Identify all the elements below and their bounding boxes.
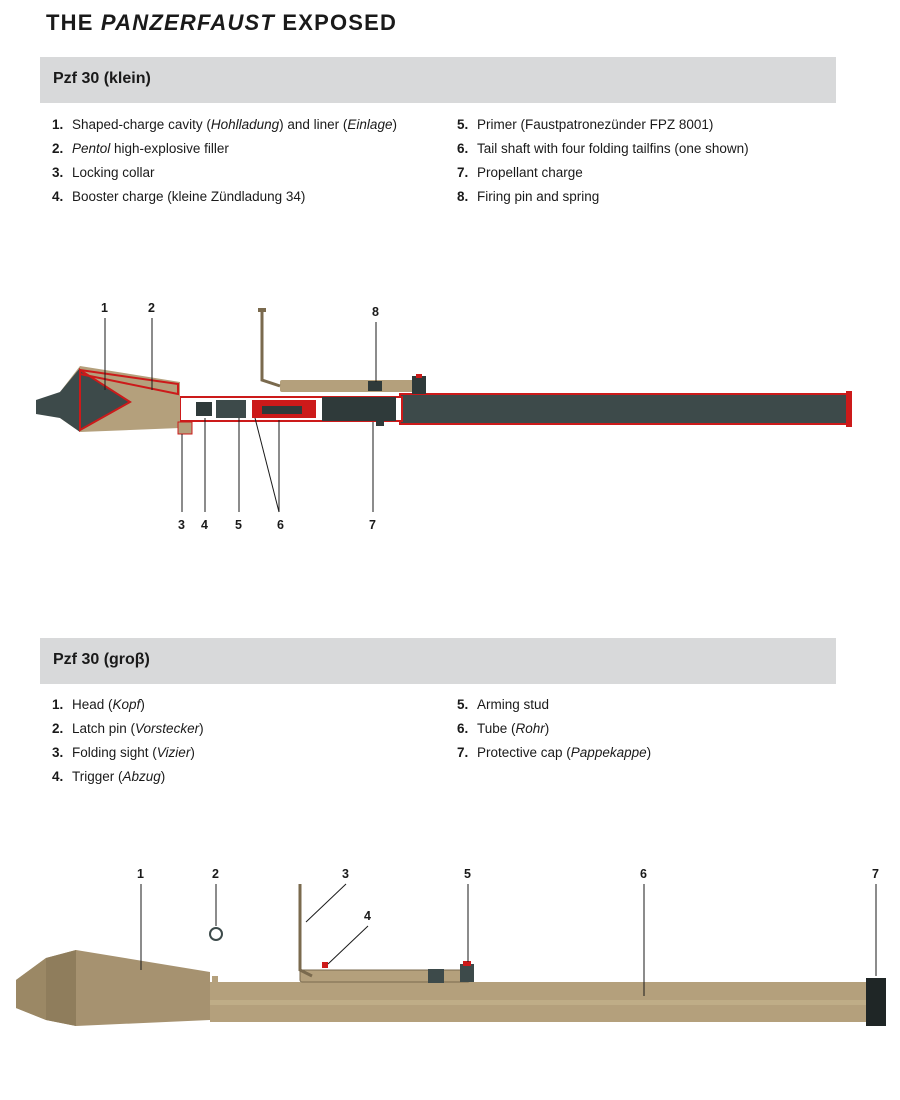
arming-stud [412, 376, 426, 394]
legend-item [457, 741, 651, 765]
legend-item [52, 717, 204, 741]
tube-highlight [210, 1000, 874, 1005]
legend-text: Tail shaft with four folding tailfins (one shown) [477, 141, 749, 156]
legend-term-german: Kopf [112, 697, 141, 712]
section-band-gross [40, 638, 836, 684]
latch-pin-ring [210, 928, 222, 940]
legend-number: 6. [457, 721, 469, 736]
legend-text: high-explosive filler [110, 141, 229, 156]
legend-number: 7. [457, 165, 469, 180]
booster-core [196, 402, 212, 416]
callout-klein-6: 6 [277, 518, 284, 532]
booster-charge [216, 400, 246, 418]
legend-term-german: Pappekappe [570, 745, 647, 760]
callout-gross-2: 2 [212, 867, 219, 881]
callout-klein-3: 3 [178, 518, 185, 532]
arming-stud-tip [463, 961, 471, 966]
legend-item [52, 765, 204, 789]
legend-text: ) [544, 721, 550, 736]
legend-number: 4. [52, 769, 64, 784]
legend-text: Trigger ( [72, 769, 123, 784]
legend-text: Propellant charge [477, 165, 583, 180]
page-title [46, 10, 397, 36]
callout-gross-3: 3 [342, 867, 349, 881]
legend-number: 7. [457, 745, 469, 760]
primer-core [262, 406, 302, 414]
legend-term-german: Hohlladung [210, 117, 280, 132]
head-ring [46, 950, 76, 1026]
leader-3 [306, 884, 346, 922]
diagram-klein-cutaway [0, 290, 900, 540]
callout-klein-2: 2 [148, 301, 155, 315]
folding-sight [300, 884, 312, 976]
legend-item [457, 113, 749, 137]
legend-text: Folding sight ( [72, 745, 157, 760]
leader-4 [328, 926, 368, 964]
callout-gross-7: 7 [872, 867, 879, 881]
trigger-housing [280, 380, 420, 392]
trigger-housing [300, 970, 470, 982]
legend-text: Latch pin ( [72, 721, 136, 736]
arming-stud-tip [416, 374, 422, 378]
tube-section [400, 394, 848, 424]
legend-number: 8. [457, 189, 469, 204]
section-heading-klein: Pzf 30 (klein) [53, 70, 151, 87]
legend-text: ) [646, 745, 652, 760]
legend-item [52, 137, 397, 161]
arming-stud [460, 964, 474, 982]
warhead-ogive [60, 368, 80, 432]
legend-term-german: Vizier [156, 745, 191, 760]
legend-number: 2. [52, 141, 64, 156]
legend-term-german: Einlage [347, 117, 393, 132]
legend-number: 1. [52, 117, 64, 132]
tube-end [846, 391, 852, 427]
legend-text: ) [190, 745, 195, 760]
legend-gross-right [457, 693, 651, 765]
latch-pin [212, 976, 218, 984]
callout-klein-7: 7 [369, 518, 376, 532]
firing-pin [368, 381, 382, 391]
diagram-gross-exterior [0, 860, 900, 1040]
legend-text: Shaped-charge cavity ( [72, 117, 211, 132]
callout-klein-5: 5 [235, 518, 242, 532]
legend-item [457, 717, 651, 741]
legend-number: 3. [52, 165, 64, 180]
legend-number: 5. [457, 117, 469, 132]
legend-text: Tube ( [477, 721, 516, 736]
title-emphasis: PANZERFAUST [100, 10, 276, 35]
legend-text: ) and liner ( [279, 117, 348, 132]
callout-gross-6: 6 [640, 867, 647, 881]
callout-gross-5: 5 [464, 867, 471, 881]
legend-item [52, 693, 204, 717]
legend-item [457, 161, 749, 185]
legend-text: Arming stud [477, 697, 550, 712]
legend-gross-left [52, 693, 204, 789]
legend-number: 4. [52, 189, 64, 204]
callout-klein-4: 4 [201, 518, 208, 532]
legend-text: ) [392, 117, 397, 132]
legend-term-german: Rohr [515, 721, 545, 736]
legend-term-german: Pentol [72, 141, 111, 156]
leader-6a [255, 418, 279, 512]
section-heading-gross: Pzf 30 (groβ) [53, 651, 150, 668]
legend-term-german: Vorstecker [135, 721, 200, 736]
legend-text: Primer (Faustpatronezünder FPZ 8001) [477, 117, 714, 132]
legend-number: 3. [52, 745, 64, 760]
locking-collar [178, 422, 192, 434]
legend-number: 6. [457, 141, 469, 156]
legend-item [52, 741, 204, 765]
legend-item [457, 693, 651, 717]
head-nose [16, 958, 46, 1020]
legend-text: Head ( [72, 697, 113, 712]
legend-text: Booster charge (kleine Zündladung 34) [72, 189, 306, 204]
housing-collar [428, 969, 444, 983]
callout-klein-1: 1 [101, 301, 108, 315]
legend-text: ) [140, 697, 145, 712]
legend-number: 5. [457, 697, 469, 712]
legend-text: ) [160, 769, 166, 784]
legend-text: Protective cap ( [477, 745, 571, 760]
legend-text: ) [199, 721, 204, 736]
legend-item [52, 161, 397, 185]
trigger-stub [376, 420, 384, 426]
callout-gross-1: 1 [137, 867, 144, 881]
section-band-klein [40, 57, 836, 103]
protective-cap [866, 978, 886, 1026]
legend-item [52, 113, 397, 137]
legend-number: 2. [52, 721, 64, 736]
callout-klein-8: 8 [372, 305, 379, 319]
legend-item [52, 185, 397, 209]
legend-text: Firing pin and spring [477, 189, 600, 204]
title-suffix: EXPOSED [282, 10, 398, 35]
trigger [322, 962, 328, 968]
legend-klein-right [457, 113, 749, 209]
callout-gross-4: 4 [364, 909, 371, 923]
propellant-charge [322, 397, 396, 421]
legend-item [457, 137, 749, 161]
warhead-nose [36, 392, 60, 418]
title-prefix: THE [46, 10, 94, 35]
legend-klein-left [52, 113, 397, 209]
legend-text: Locking collar [72, 165, 155, 180]
sight-tip [258, 308, 266, 312]
folding-sight [262, 310, 280, 386]
legend-term-german: Abzug [122, 769, 161, 784]
legend-item [457, 185, 749, 209]
legend-number: 1. [52, 697, 64, 712]
